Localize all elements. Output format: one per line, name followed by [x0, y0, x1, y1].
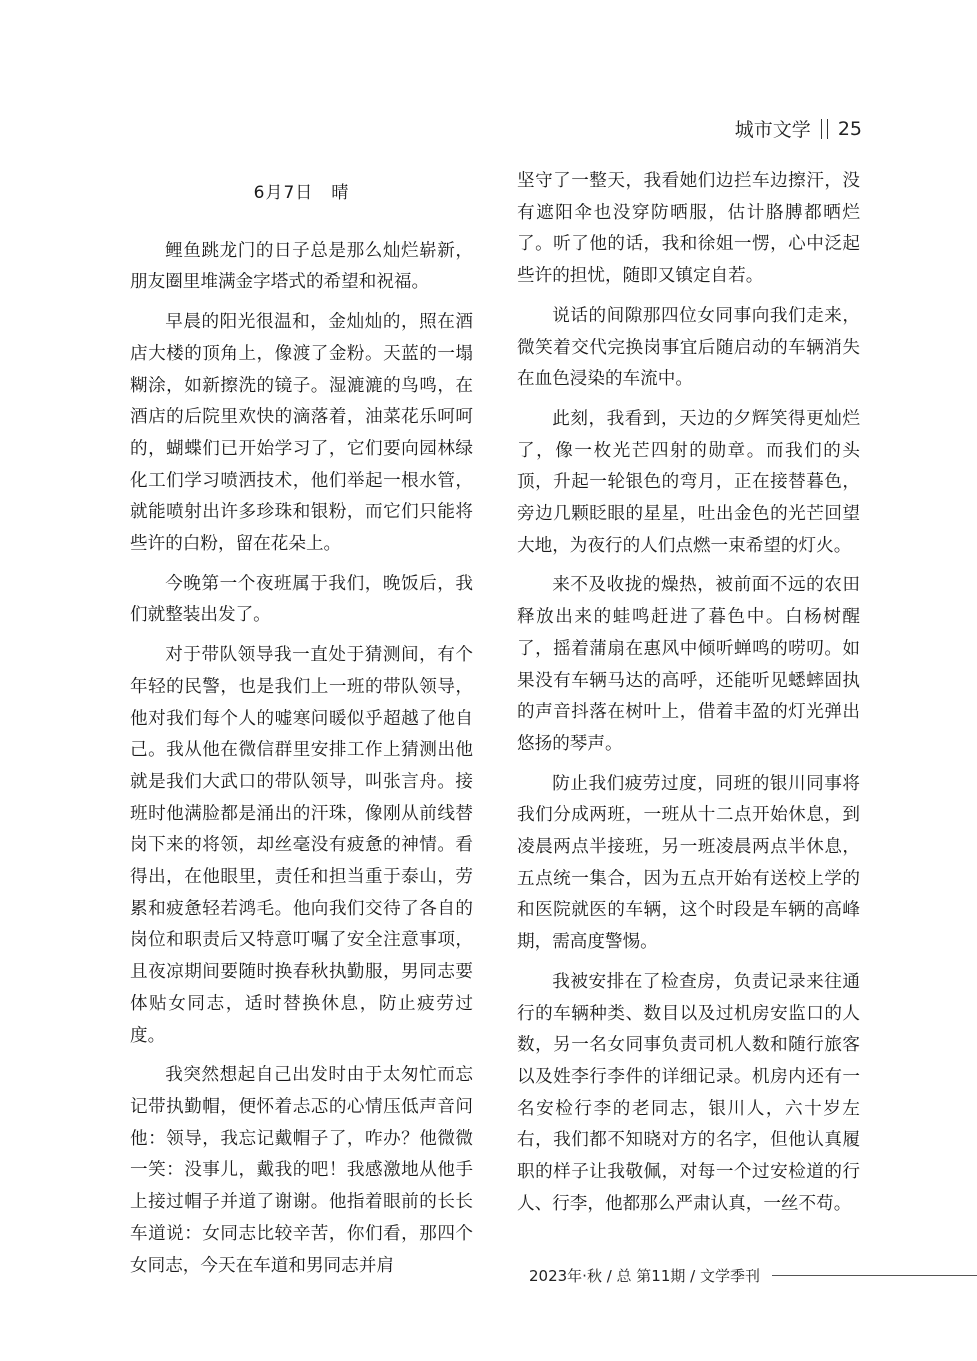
footer-rule	[772, 1275, 977, 1276]
diary-weather: 晴	[331, 183, 350, 203]
left-column	[130, 166, 473, 1290]
paragraph: 说话的间隙那四位女同事向我们走来，微笑着交代完换岗事宜后随启动的车辆消失在血色浸染的车流中。	[517, 305, 860, 390]
running-header	[735, 115, 862, 142]
diary-date: 6月7日	[253, 183, 314, 203]
right-column	[517, 166, 860, 1229]
page-number: 25	[837, 117, 862, 140]
paragraph: 此刻，我看到，天边的夕辉笑得更灿烂了，像一枚光芒四射的勋章。而我们的头顶，升起一轮银色的弯月，正在接替暮色，旁边几颗眨眼的星星，吐出金色的光芒回望大地，为夜行的人们点燃一束希望的灯火。	[517, 408, 860, 556]
issue-info: 2023年·秋 / 总 第11期 / 文学季刊	[529, 1267, 760, 1285]
paragraph: 今晚第一个夜班属于我们，晚饭后，我们就整装出发了。	[130, 573, 473, 626]
diary-date-heading	[130, 178, 473, 210]
paragraph: 鲤鱼跳龙门的日子总是那么灿烂崭新，朋友圈里堆满金字塔式的希望和祝福。	[130, 240, 473, 293]
paragraph: 对于带队领导我一直处于猜测间，有个年轻的民警，也是我们上一班的带队领导，他对我们每个人的嘘寒问暖似乎超越了他自己。我从他在微信群里安排工作上猜测出他就是我们大武口的带队领导，叫张言舟。接班时他满脸都是涌出的汗珠，像刚从前线替岗下来的将领，却丝毫没有疲惫的神情。看得出，在他眼里，责任和担当重于泰山，劳累和疲惫轻若鸿毛。他向我们交待了各自的岗位和职责后又特意叮嘱了安全注意事项，且夜凉期间要随时换春秋执勤服，男同志要体贴女同志，适时替换休息，防止疲劳过度。	[130, 645, 473, 1046]
paragraph: 防止我们疲劳过度，同班的银川同事将我们分成两班，一班从十二点开始休息，到凌晨两点半接班，另一班凌晨两点半休息，五点统一集合，因为五点开始有送校上学的和医院就医的车辆，这个时段是车辆的高峰期，需高度警惕。	[517, 773, 860, 953]
running-footer	[529, 1265, 977, 1286]
paragraph-continued: 坚守了一整天，我看她们边拦车边擦汗，没有遮阳伞也没穿防晒服，估计胳膊都晒烂了。听了他的话，我和徐姐一愣，心中泛起些许的担忧，随即又镇定自若。	[517, 171, 860, 287]
paragraph: 早晨的阳光很温和，金灿灿的，照在酒店大楼的顶角上，像渡了金粉。天蓝的一塌糊涂，如新擦洗的镜子。湿漉漉的鸟鸣，在酒店的后院里欢快的滴落着，油菜花乐呵呵的，蝴蝶们已开始学习了，它们要向园林绿化工们学习喷洒技术，他们举起一根水管，就能喷射出许多珍珠和银粉，而它们只能将些许的白粉，留在花朵上。	[130, 312, 473, 555]
paragraph: 我突然想起自己出发时由于太匆忙而忘记带执勤帽，便怀着忐忑的心情压低声音问他：领导，我忘记戴帽子了，咋办？他微微一笑：没事儿，戴我的吧！我感激地从他手上接过帽子并道了谢谢。他指着眼前的长长车道说：女同志比较辛苦，你们看，那四个女同志，今天在车道和男同志并肩	[130, 1065, 473, 1276]
paragraph: 来不及收拢的燥热，被前面不远的农田释放出来的蛙鸣赶进了暮色中。白杨树醒了，摇着蒲扇在惠风中倾听蝉鸣的唠叨。如果没有车辆马达的高呼，还能听见蟋蟀固执的声音抖落在树叶上，借着丰盈的灯光弹出悠扬的琴声。	[517, 575, 860, 754]
paragraph: 我被安排在了检查房，负责记录来往通行的车辆种类、数目以及过机房安监口的人数，另一名女同事负责司机人数和随行旅客以及姓李行李件的详细记录。机房内还有一名安检行李的老同志，银川人，六十岁左右，我们都不知晓对方的名字，但他认真履职的样子让我敬佩，对每一个过安检道的行人、行李，他都那么严肃认真，一丝不苟。	[517, 971, 860, 1214]
section-title: 城市文学	[734, 119, 811, 141]
header-separator	[821, 119, 828, 139]
